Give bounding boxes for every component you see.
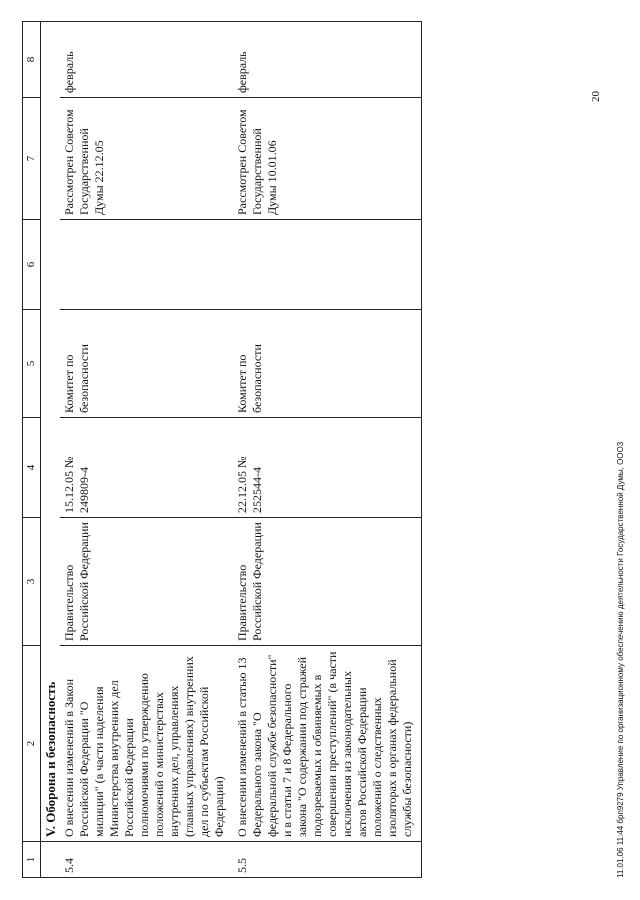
column-number: 3	[23, 518, 41, 646]
bill-title: О внесении изменений в статью 13 Федерального закона "О федеральной службе безопасности" и в статьи 7 и 8 Федерального закона "О содержании под стражей подозреваемых и обвиняемых в совершении преступлений" (в части исключения из законодательных актов Российской Федерации положений о следственных изоляторах в органах федеральной службы безопасности)	[233, 646, 422, 842]
column-number: 6	[23, 220, 41, 310]
table-row	[60, 22, 233, 878]
row-number: 5.4	[60, 842, 233, 878]
column-number: 2	[23, 646, 41, 842]
page-footer: 11.01.06 11:44 брп9279 Управление по организационному обеспечению деятельности Государственной Думы, ООО3	[616, 441, 625, 878]
legislation-table	[22, 21, 422, 878]
column-6-cell	[233, 220, 422, 310]
column-number: 4	[23, 418, 41, 518]
page-number: 20	[590, 91, 602, 102]
date-and-number: 15.12.05 № 249809-4	[60, 418, 233, 518]
row-number: 5.5	[233, 842, 422, 878]
section-title: V. Оборона и безопасность	[41, 22, 61, 842]
column-number: 1	[23, 842, 41, 878]
date-and-number: 22.12.05 № 252544-4	[233, 418, 422, 518]
table-row	[233, 22, 422, 878]
column-number-row	[23, 22, 41, 878]
column-number: 5	[23, 310, 41, 418]
section-row	[41, 22, 61, 878]
bill-title: О внесении изменений в Закон Российской Федерации "О милиции" (в части наделения Министерства внутренних дел Российской Федерации полномочиями по утверждению положений о министерствах внутренних дел, управлениях (главных управлениях) внутренних дел по субъектам Российской Федерации)	[60, 646, 233, 842]
initiator: Правительство Российской Федерации	[60, 518, 233, 646]
status: Рассмотрен Советом Государственной Думы 22.12.05	[60, 98, 233, 220]
committee: Комитет по безопасности	[60, 310, 233, 418]
column-6-cell	[60, 220, 233, 310]
column-number: 7	[23, 98, 41, 220]
status: Рассмотрен Советом Государственной Думы 10.01.06	[233, 98, 422, 220]
planned-month: февраль	[60, 22, 233, 98]
column-number: 8	[23, 22, 41, 98]
initiator: Правительство Российской Федерации	[233, 518, 422, 646]
planned-month: февраль	[233, 22, 422, 98]
committee: Комитет по безопасности	[233, 310, 422, 418]
